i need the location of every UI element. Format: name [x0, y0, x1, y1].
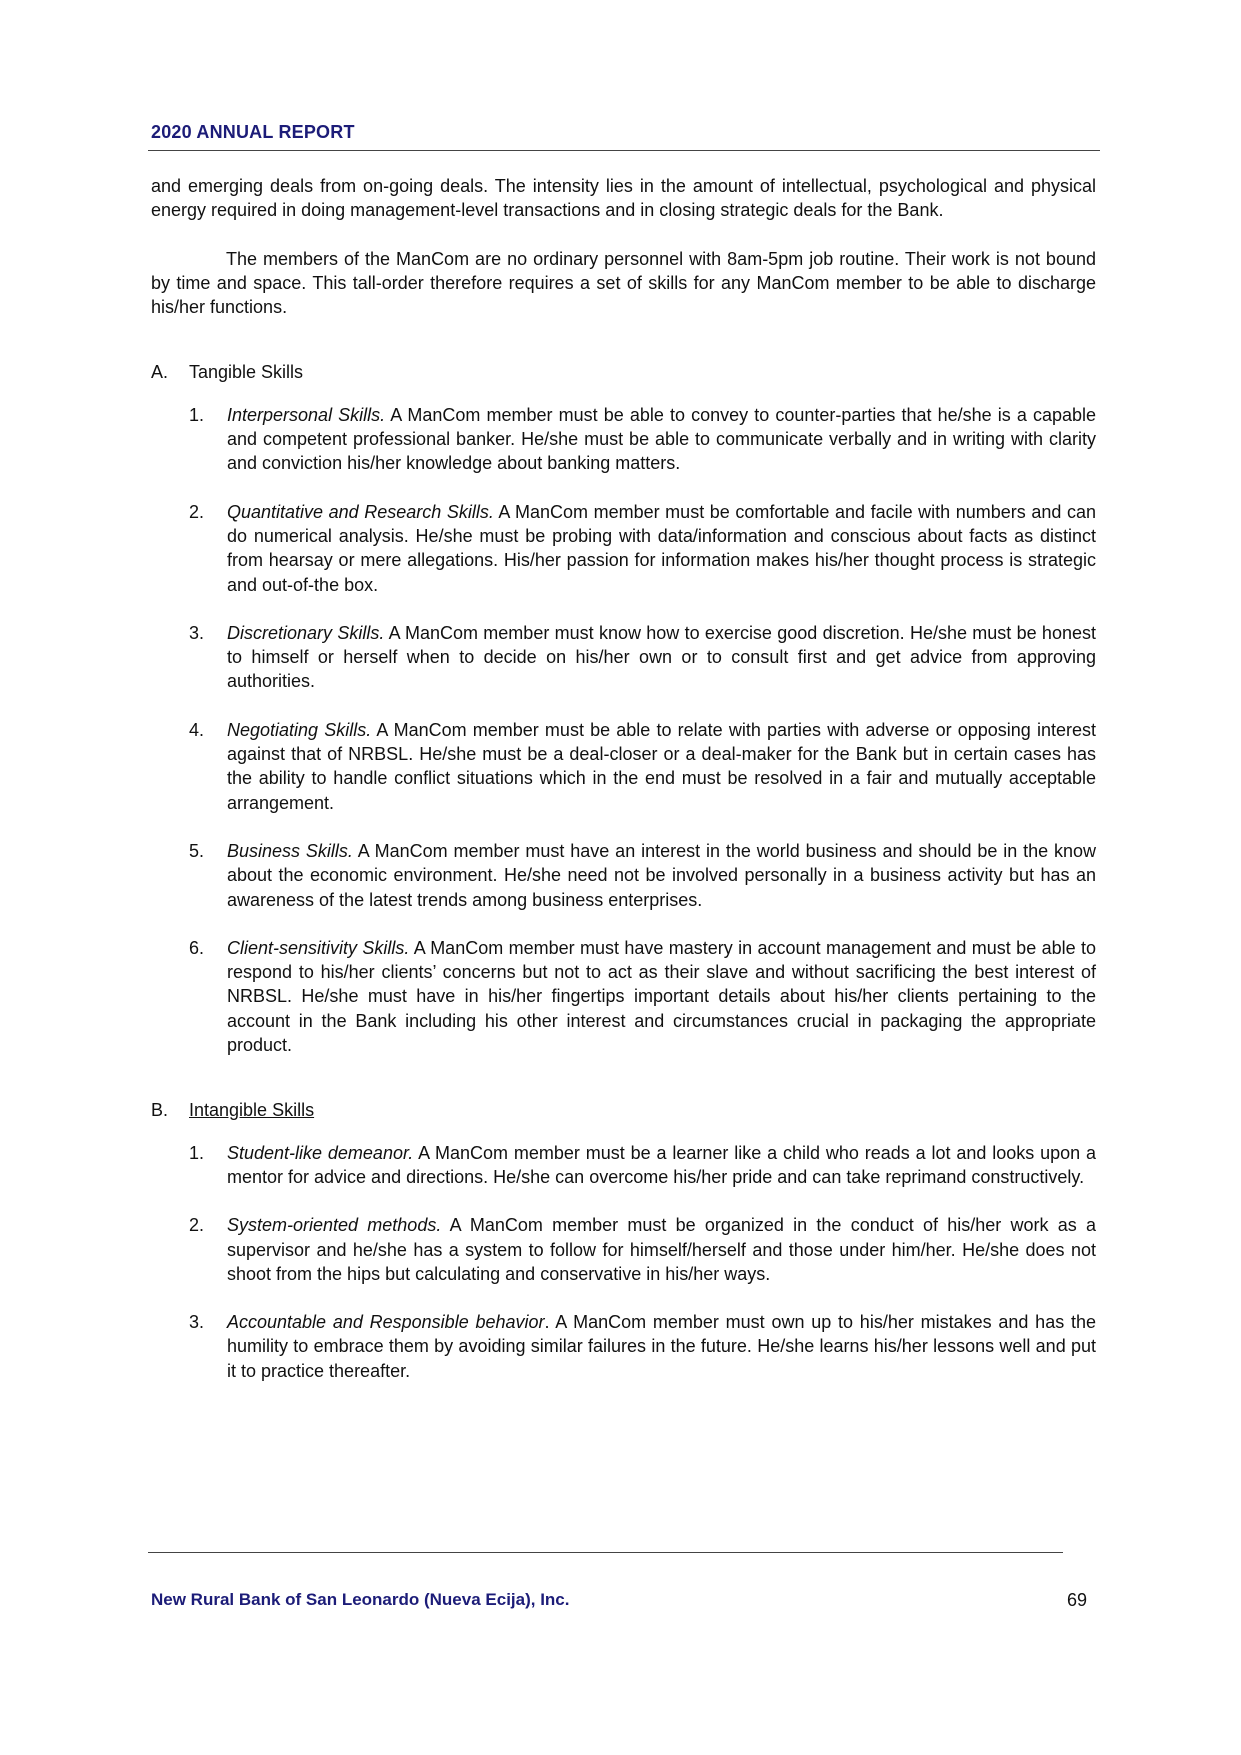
item-lead: Quantitative and Research Skills.: [227, 501, 494, 522]
list-item: [151, 718, 1096, 815]
item-text: A ManCom member must be able to convey to counter-parties that he/she is a capable and competent professional banker. He/she must be able to communicate verbally and in writing with clarity and conviction his/her knowledge about banking matters.: [227, 404, 1096, 474]
item-text: . A ManCom member must own up to his/her mistakes and has the humility to embrace them by avoiding similar failures in the future. He/she learns his/her lessons well and put it to practice thereafter.: [227, 1312, 1097, 1381]
footer-organization: New Rural Bank of San Leonardo (Nueva Ecija), Inc.: [151, 1590, 570, 1609]
item-number: 2.: [189, 1215, 205, 1236]
item-lead: Student-like demeanor.: [227, 1142, 414, 1163]
list-item: [151, 1310, 1096, 1383]
intro-paragraph-2: The members of the ManCom are no ordinary personnel with 8am-5pm job routine. Their work is not bound by time and space. This tall-order therefore requires a set of skills for any ManCom member to be able to discharge his/her functions.: [151, 248, 1096, 318]
item-lead: Business Skills.: [227, 840, 353, 861]
list-item: [151, 936, 1096, 1057]
item-text: A ManCom member must be a learner like a child who reads a lot and looks upon a mentor for advice and directions. He/she can overcome his/her pride and can take reprimand constructively.: [227, 1142, 1096, 1187]
intangible-skills-list: [151, 1141, 1096, 1383]
item-lead: Interpersonal Skills.: [227, 404, 386, 425]
item-number: 4.: [189, 719, 205, 740]
page-body: [151, 174, 1096, 1407]
item-text: A ManCom member must be comfortable and facile with numbers and can do numerical analysis. He/she must be probing with data/information and conscious about facts as distinct from hearsay or mere allegations. His/her passion for information makes his/her thought process is strategic and out-of-the box.: [227, 501, 1096, 595]
intro-paragraph-1: and emerging deals from on-going deals. The intensity lies in the amount of intellectual, psychological and physical energy required in doing management-level transactions and in closing strategic deals for the Bank.: [151, 176, 1096, 221]
list-item: [151, 839, 1096, 912]
item-text: A ManCom member must have an interest in the world business and should be in the know about the economic environment. He/she need not be involved personally in a business activity but has an awareness of the latest trends among business enterprises.: [227, 840, 1096, 910]
item-number: 3.: [189, 622, 205, 643]
item-number: 1.: [189, 1142, 205, 1163]
tangible-skills-list: [151, 403, 1096, 1058]
list-item: [151, 1141, 1096, 1190]
section-letter: A.: [151, 362, 169, 383]
list-item: [151, 1213, 1096, 1286]
section-tangible-skills: [151, 360, 1096, 1057]
list-item: [151, 500, 1096, 597]
section-heading: [151, 360, 1096, 384]
item-lead: Client-sensitivity Skills.: [227, 937, 410, 958]
section-intangible-skills: [151, 1098, 1096, 1383]
item-number: 5.: [189, 840, 205, 861]
item-number: 1.: [189, 404, 205, 425]
item-number: 6.: [189, 937, 205, 958]
section-letter: B.: [151, 1100, 169, 1121]
list-item: [151, 621, 1096, 694]
list-item: [151, 403, 1096, 476]
section-heading: [151, 1098, 1096, 1122]
item-lead: System-oriented methods.: [227, 1215, 442, 1236]
item-text: A ManCom member must have mastery in account management and must be able to respond to his/her clients’ concerns but not to act as their slave and without sacrificing the best interest of NRBSL. He/she must have in his/her fingertips important details about his/her clients pertaining to the account in the Bank including his other interest and circumstances crucial in packaging the appropriate product.: [227, 937, 1096, 1056]
item-number: 3.: [189, 1312, 205, 1333]
item-text: A ManCom member must be organized in the conduct of his/her work as a supervisor and he/she has a system to follow for himself/herself and those under him/her. He/she does not shoot from the hips but calculating and conservative in his/her ways.: [227, 1215, 1097, 1284]
report-title: 2020 ANNUAL REPORT: [151, 122, 355, 142]
section-title: Tangible Skills: [189, 362, 304, 383]
item-number: 2.: [189, 501, 205, 522]
item-lead: Discretionary Skills.: [227, 622, 385, 643]
item-text: A ManCom member must know how to exercise good discretion. He/she must be honest to himself or herself when to decide on his/her own or to consult first and get advice from approving authorities.: [227, 622, 1096, 692]
footer-divider: [148, 1552, 1063, 1553]
item-text: A ManCom member must be able to relate with parties with adverse or opposing interest against that of NRBSL. He/she must be a deal-closer or a deal-maker for the Bank but in certain cases has the ability to handle conflict situations which in the end must be resolved in a fair and mutually acceptable arrangement.: [227, 719, 1096, 813]
item-lead: Negotiating Skills.: [227, 719, 372, 740]
page-number: 69: [1067, 1590, 1088, 1610]
section-title: Intangible Skills: [189, 1100, 315, 1121]
item-lead: Accountable and Responsible behavior: [227, 1312, 545, 1333]
header-divider: [148, 150, 1100, 151]
